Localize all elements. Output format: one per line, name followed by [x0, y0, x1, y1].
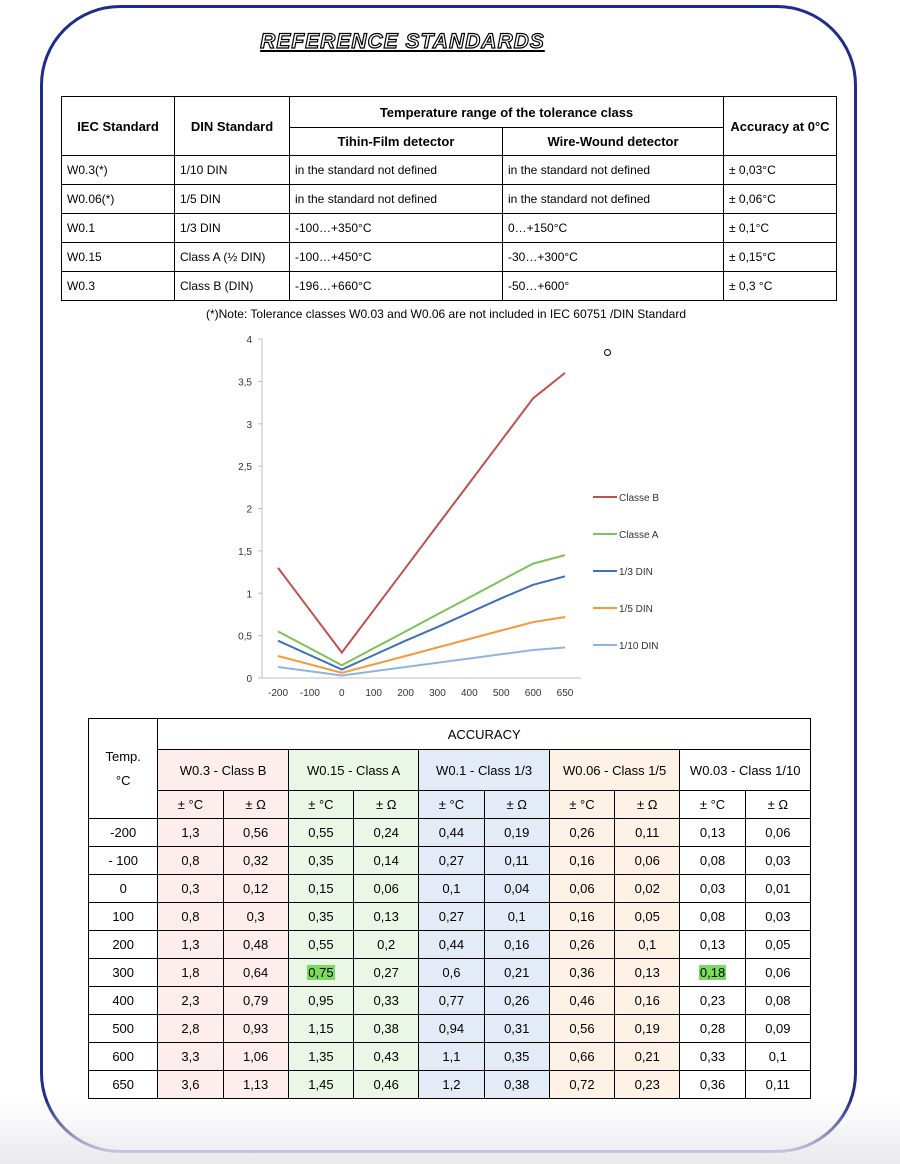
value-cell: 0,36 — [680, 1071, 745, 1099]
value-cell: 0,36 — [549, 959, 614, 987]
header-accuracy: Accuracy at 0°C — [724, 97, 837, 156]
value-cell: 0,06 — [615, 847, 680, 875]
cell-din: 1/3 DIN — [175, 214, 290, 243]
value-cell: 0,03 — [745, 847, 810, 875]
temp-header — [89, 719, 158, 819]
cell-din: 1/10 DIN — [175, 156, 290, 185]
accuracy-row — [89, 903, 811, 931]
value-cell: 0,55 — [288, 931, 353, 959]
temp-cell: - 100 — [89, 847, 158, 875]
class-header: W0.3 - Class B — [158, 750, 288, 791]
y-tick-label: 2,5 — [238, 462, 252, 474]
temp-cell: 100 — [89, 903, 158, 931]
value-cell: 0,93 — [223, 1015, 288, 1043]
cell-wire-wound: 0…+150°C — [503, 214, 724, 243]
cell-accuracy: ± 0,15°C — [724, 243, 837, 272]
unit-celsius: ± °C — [549, 791, 614, 819]
value-cell: 1,8 — [158, 959, 223, 987]
page-title: REFERENCE STANDARDS — [260, 30, 545, 53]
value-cell: 1,2 — [419, 1071, 484, 1099]
value-cell: 0,21 — [615, 1043, 680, 1071]
note-text: (*)Note: Tolerance classes W0.03 and W0.06 are not included in IEC 60751 /DIN Standard — [205, 307, 687, 321]
temp-unit: °C — [115, 772, 131, 788]
value-cell: 0,1 — [745, 1043, 810, 1071]
value-cell: 0,06 — [745, 959, 810, 987]
highlighted-value: 0,18 — [699, 965, 726, 980]
accuracy-row — [89, 819, 811, 847]
cell-wire-wound: in the standard not defined — [503, 185, 724, 214]
value-cell: 0,08 — [680, 903, 745, 931]
unit-ohm: ± Ω — [615, 791, 680, 819]
value-cell: 0,38 — [354, 1015, 419, 1043]
value-cell: 0,56 — [223, 819, 288, 847]
legend-label: Classe A — [619, 530, 659, 541]
value-cell: 0,19 — [484, 819, 549, 847]
highlighted-value: 0,75 — [308, 965, 334, 980]
value-cell: 0,24 — [354, 819, 419, 847]
cell-din: Class B (DIN) — [175, 272, 290, 301]
accuracy-row — [89, 1043, 811, 1071]
value-cell: 0,11 — [615, 819, 680, 847]
cell-wire-wound: -30…+300°C — [503, 243, 724, 272]
value-cell: 0,55 — [288, 819, 353, 847]
cell-iec: W0.3(*) — [62, 156, 175, 185]
value-cell: 0,6 — [419, 959, 484, 987]
y-tick-label: 0,5 — [238, 631, 252, 643]
cell-thin-film: in the standard not defined — [290, 185, 503, 214]
standard-row — [62, 156, 837, 185]
unit-ohm: ± Ω — [223, 791, 288, 819]
y-tick-label: 1 — [246, 589, 252, 601]
value-cell: 0,26 — [549, 819, 614, 847]
value-cell: 0,28 — [680, 1015, 745, 1043]
value-cell: 0,46 — [549, 987, 614, 1015]
value-cell: 0,8 — [158, 903, 223, 931]
value-cell: 0,32 — [223, 847, 288, 875]
value-cell: 0,23 — [615, 1071, 680, 1099]
x-tick-label: -100 — [299, 688, 320, 699]
x-tick-label: 0 — [338, 688, 345, 699]
value-cell: 0,38 — [484, 1071, 549, 1099]
header-iec: IEC Standard — [62, 97, 175, 156]
accuracy-row — [89, 987, 811, 1015]
unit-celsius: ± °C — [158, 791, 223, 819]
stray-dot — [604, 349, 611, 356]
y-tick-label: 0 — [246, 674, 252, 685]
class-header: W0.1 - Class 1/3 — [419, 750, 550, 791]
value-cell: 0,02 — [615, 875, 680, 903]
value-cell: 1,3 — [158, 819, 223, 847]
x-tick-label: 200 — [397, 688, 414, 699]
standard-row — [62, 185, 837, 214]
header-temp-range: Temperature range of the tolerance class — [290, 97, 724, 128]
standard-row — [62, 272, 837, 301]
class-header: W0.06 - Class 1/5 — [549, 750, 680, 791]
value-cell: 0,66 — [549, 1043, 614, 1071]
value-cell: 0,06 — [745, 819, 810, 847]
value-cell: 0,11 — [484, 847, 549, 875]
cell-wire-wound: -50…+600° — [503, 272, 724, 301]
legend-label: 1/3 DIN — [619, 567, 653, 578]
unit-ohm: ± Ω — [484, 791, 549, 819]
value-cell: 0,16 — [549, 847, 614, 875]
value-cell: 0,1 — [419, 875, 484, 903]
header-wire-wound: Wire-Wound detector — [503, 128, 724, 156]
value-cell: 0,08 — [680, 847, 745, 875]
class-header: W0.15 - Class A — [288, 750, 419, 791]
y-tick-label: 1,5 — [238, 546, 252, 558]
value-cell: 1,13 — [223, 1071, 288, 1099]
value-cell: 0,94 — [419, 1015, 484, 1043]
value-cell: 0,13 — [680, 819, 745, 847]
value-cell — [288, 959, 353, 987]
value-cell: 0,43 — [354, 1043, 419, 1071]
value-cell: 0,09 — [745, 1015, 810, 1043]
accuracy-row — [89, 875, 811, 903]
value-cell: 0,33 — [680, 1043, 745, 1071]
value-cell: 0,64 — [223, 959, 288, 987]
value-cell: 1,06 — [223, 1043, 288, 1071]
cell-thin-film: -100…+350°C — [290, 214, 503, 243]
value-cell: 0,03 — [745, 903, 810, 931]
cell-iec: W0.3 — [62, 272, 175, 301]
series-line-classe-a — [278, 555, 565, 665]
x-tick-label: 300 — [429, 688, 446, 699]
value-cell: 0,2 — [354, 931, 419, 959]
unit-ohm: ± Ω — [745, 791, 810, 819]
legend-label: Classe B — [619, 493, 660, 504]
cell-wire-wound: in the standard not defined — [503, 156, 724, 185]
value-cell: 1,15 — [288, 1015, 353, 1043]
value-cell: 0,13 — [354, 903, 419, 931]
value-cell: 0,19 — [615, 1015, 680, 1043]
accuracy-title: ACCURACY — [158, 719, 811, 750]
value-cell: 0,95 — [288, 987, 353, 1015]
value-cell: 0,44 — [419, 819, 484, 847]
temp-cell: -200 — [89, 819, 158, 847]
value-cell: 0,35 — [288, 903, 353, 931]
value-cell: 0,01 — [745, 875, 810, 903]
cell-iec: W0.06(*) — [62, 185, 175, 214]
cell-thin-film: in the standard not defined — [290, 156, 503, 185]
value-cell: 3,6 — [158, 1071, 223, 1099]
value-cell: 0,16 — [615, 987, 680, 1015]
value-cell: 0,35 — [484, 1043, 549, 1071]
value-cell: 0,03 — [680, 875, 745, 903]
y-tick-label: 2 — [246, 504, 252, 516]
value-cell: 3,3 — [158, 1043, 223, 1071]
x-tick-label: 600 — [524, 688, 542, 699]
cell-accuracy: ± 0,1°C — [724, 214, 837, 243]
x-tick-label: -200 — [267, 688, 289, 699]
x-tick-label: 100 — [365, 688, 383, 699]
accuracy-row — [89, 1071, 811, 1099]
legend-label: 1/5 DIN — [619, 604, 653, 615]
value-cell: 0,06 — [549, 875, 614, 903]
value-cell: 0,16 — [484, 931, 549, 959]
accuracy-row — [89, 1015, 811, 1043]
value-cell: 0,27 — [419, 903, 484, 931]
value-cell: 0,14 — [354, 847, 419, 875]
standard-row — [62, 243, 837, 272]
accuracy-table — [88, 718, 811, 1099]
value-cell: 0,04 — [484, 875, 549, 903]
value-cell: 0,05 — [745, 931, 810, 959]
y-tick-label: 4 — [246, 335, 252, 346]
value-cell — [680, 959, 745, 987]
value-cell: 0,16 — [549, 903, 614, 931]
value-cell: 0,05 — [615, 903, 680, 931]
cell-iec: W0.15 — [62, 243, 175, 272]
value-cell: 0,27 — [354, 959, 419, 987]
value-cell: 0,44 — [419, 931, 484, 959]
cell-thin-film: -100…+450°C — [290, 243, 503, 272]
header-thin-film: Tihin-Film detector — [290, 128, 503, 156]
y-tick-label: 3 — [246, 419, 252, 431]
value-cell: 0,46 — [354, 1071, 419, 1099]
value-cell: 0,3 — [223, 903, 288, 931]
standards-table — [61, 96, 837, 301]
value-cell: 0,23 — [680, 987, 745, 1015]
class-header: W0.03 - Class 1/10 — [680, 750, 811, 791]
value-cell: 1,1 — [419, 1043, 484, 1071]
unit-celsius: ± °C — [419, 791, 484, 819]
value-cell: 0,15 — [288, 875, 353, 903]
value-cell: 0,33 — [354, 987, 419, 1015]
value-cell: 1,35 — [288, 1043, 353, 1071]
cell-thin-film: -196…+660°C — [290, 272, 503, 301]
unit-celsius: ± °C — [288, 791, 353, 819]
y-tick-label: 3,5 — [238, 377, 252, 389]
temp-cell: 0 — [89, 875, 158, 903]
temp-cell: 300 — [89, 959, 158, 987]
temp-cell: 500 — [89, 1015, 158, 1043]
accuracy-row — [89, 847, 811, 875]
value-cell: 0,26 — [549, 931, 614, 959]
value-cell: 2,8 — [158, 1015, 223, 1043]
accuracy-row — [89, 931, 811, 959]
standard-row — [62, 214, 837, 243]
header-din: DIN Standard — [175, 97, 290, 156]
legend-label: 1/10 DIN — [619, 641, 659, 652]
value-cell: 1,3 — [158, 931, 223, 959]
x-tick-label: 500 — [492, 688, 510, 699]
value-cell: 0,8 — [158, 847, 223, 875]
tolerance-chart — [215, 330, 685, 705]
temp-label: Temp. — [105, 748, 141, 764]
value-cell: 0,12 — [223, 875, 288, 903]
value-cell: 0,27 — [419, 847, 484, 875]
value-cell: 0,56 — [549, 1015, 614, 1043]
value-cell: 0,3 — [158, 875, 223, 903]
cell-accuracy: ± 0,06°C — [724, 185, 837, 214]
accuracy-row — [89, 959, 811, 987]
value-cell: 0,06 — [354, 875, 419, 903]
value-cell: 0,21 — [484, 959, 549, 987]
x-tick-label: 650 — [556, 688, 574, 699]
temp-cell: 650 — [89, 1071, 158, 1099]
value-cell: 0,31 — [484, 1015, 549, 1043]
unit-ohm: ± Ω — [354, 791, 419, 819]
value-cell: 0,1 — [615, 931, 680, 959]
value-cell: 1,45 — [288, 1071, 353, 1099]
cell-accuracy: ± 0,03°C — [724, 156, 837, 185]
value-cell: 0,72 — [549, 1071, 614, 1099]
cell-din: Class A (½ DIN) — [175, 243, 290, 272]
value-cell: 0,35 — [288, 847, 353, 875]
value-cell: 0,13 — [680, 931, 745, 959]
value-cell: 2,3 — [158, 987, 223, 1015]
value-cell: 0,1 — [484, 903, 549, 931]
value-cell: 0,11 — [745, 1071, 810, 1099]
x-tick-label: 400 — [460, 688, 478, 699]
value-cell: 0,26 — [484, 987, 549, 1015]
temp-cell: 600 — [89, 1043, 158, 1071]
value-cell: 0,77 — [419, 987, 484, 1015]
value-cell: 0,08 — [745, 987, 810, 1015]
cell-iec: W0.1 — [62, 214, 175, 243]
cell-accuracy: ± 0,3 °C — [724, 272, 837, 301]
unit-celsius: ± °C — [680, 791, 745, 819]
value-cell: 0,79 — [223, 987, 288, 1015]
temp-cell: 200 — [89, 931, 158, 959]
value-cell: 0,13 — [615, 959, 680, 987]
value-cell: 0,48 — [223, 931, 288, 959]
series-line-classe-b — [278, 373, 565, 653]
temp-cell: 400 — [89, 987, 158, 1015]
cell-din: 1/5 DIN — [175, 185, 290, 214]
